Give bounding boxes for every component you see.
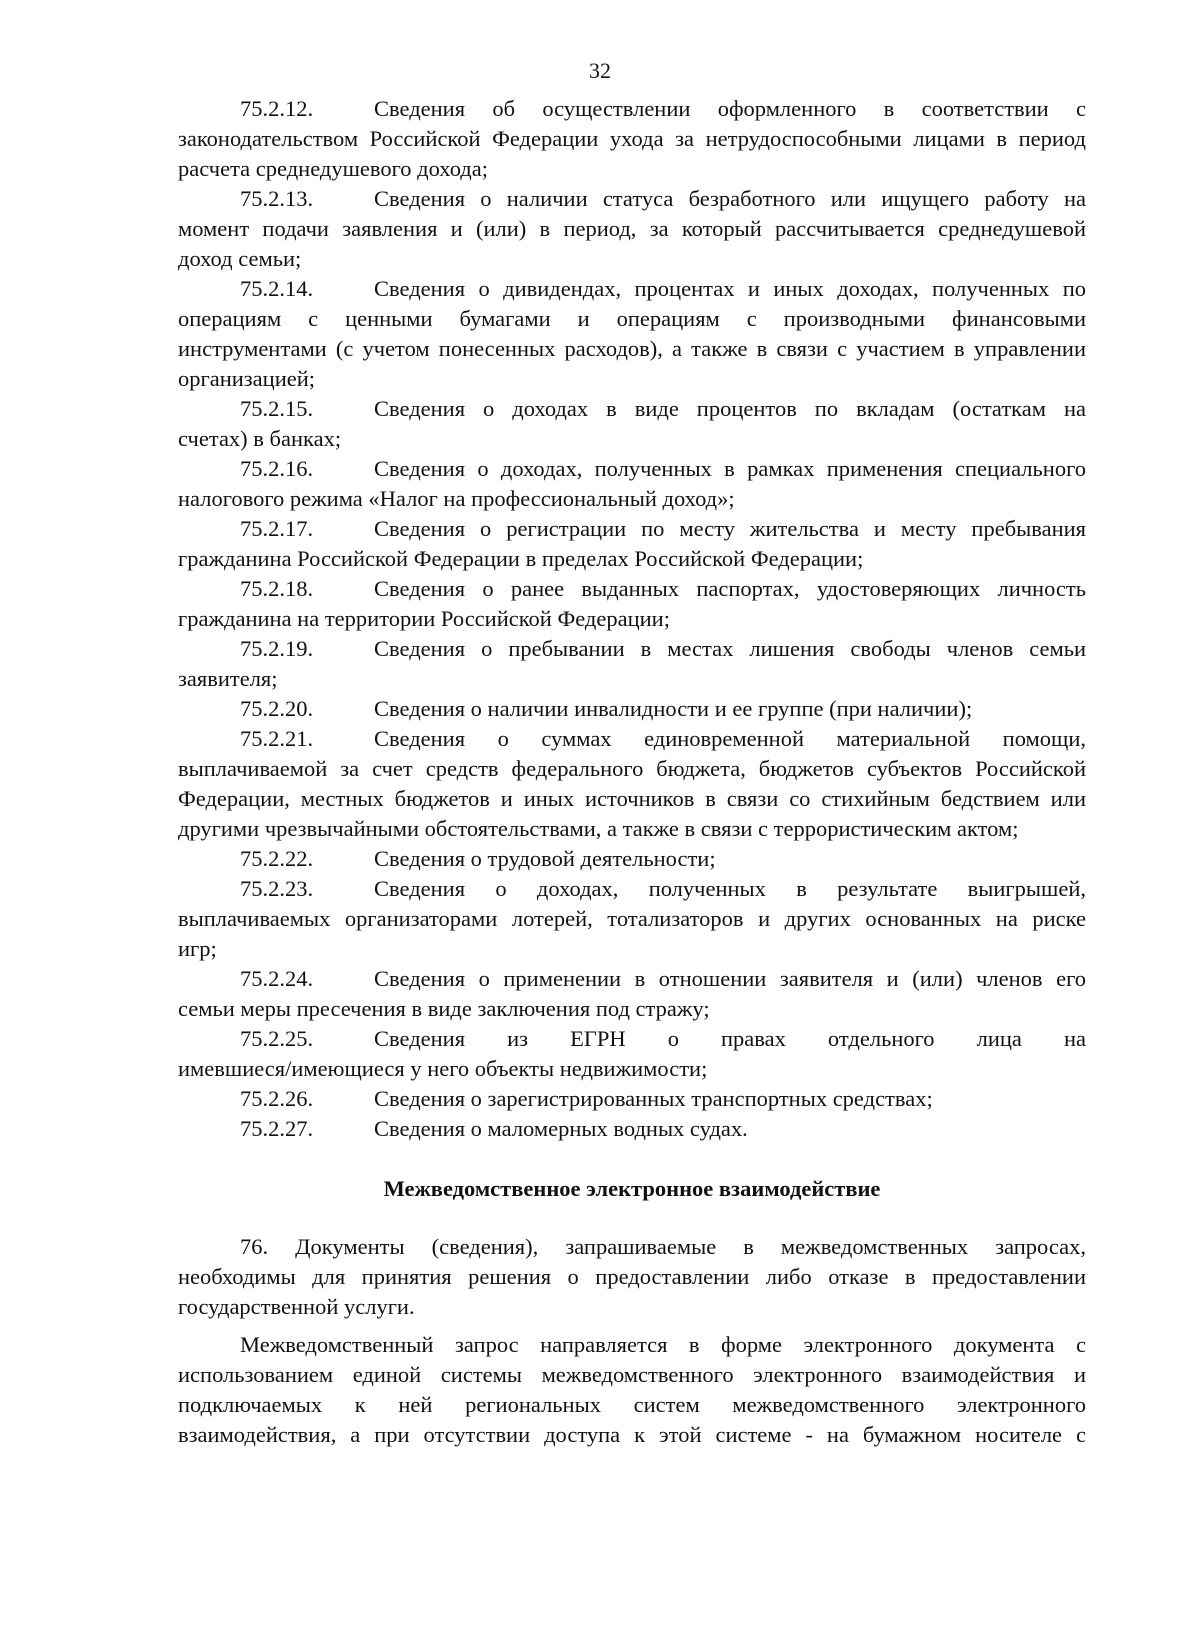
- paragraph-line: необходимы для принятия решения о предоставлении либо отказе в предоставлении: [178, 1264, 1086, 1289]
- paragraph-line: подключаемых к ней региональных систем межведомственного электронного: [178, 1392, 1086, 1417]
- item-text: Сведения о суммах единовременной материальной помощи,: [374, 726, 1086, 751]
- paragraphs: [178, 1232, 1086, 1450]
- list-item: [178, 454, 1086, 514]
- item-text: Сведения об осуществлении оформленного в соответствии с: [374, 96, 1086, 121]
- list-item: [178, 394, 1086, 454]
- item-number: 75.2.13.: [240, 186, 314, 211]
- item-text: налогового режима «Налог на профессиональный доход»;: [178, 486, 735, 511]
- list-item: [178, 634, 1086, 694]
- list-item: [178, 514, 1086, 574]
- list-item: [178, 1114, 1086, 1144]
- list-item: [178, 274, 1086, 394]
- item-number: 75.2.16.: [240, 456, 314, 481]
- item-text: Сведения о дивидендах, процентах и иных доходах, полученных по: [374, 276, 1086, 301]
- item-text: Сведения о доходах, полученных в рамках применения специального: [374, 456, 1086, 481]
- item-text: организацией;: [178, 366, 316, 391]
- item-text: выплачиваемой за счет средств федерального бюджета, бюджетов субъектов Российской: [178, 756, 1086, 781]
- item-text: Федерации, местных бюджетов и иных источников в связи со стихийным бедствием или: [178, 786, 1086, 811]
- item-number: 75.2.18.: [240, 576, 314, 601]
- item-text: Сведения о трудовой деятельности;: [374, 846, 716, 871]
- paragraph-line: использованием единой системы межведомственного электронного взаимодействия и: [178, 1362, 1086, 1387]
- item-text: Сведения о наличии статуса безработного или ищущего работу на: [374, 186, 1086, 211]
- item-number: 75.2.12.: [240, 96, 314, 121]
- item-number: 75.2.22.: [240, 846, 314, 871]
- item-text: Сведения о применении в отношении заявителя и (или) членов его: [374, 966, 1086, 991]
- list-item: [178, 574, 1086, 634]
- item-text: игр;: [178, 936, 217, 961]
- paragraph-line: взаимодействия, а при отсутствии доступа к этой системе - на бумажном носителе с: [178, 1422, 1086, 1447]
- list-item: [178, 694, 1086, 724]
- paragraph-line: Межведомственный запрос направляется в форме электронного документа с: [240, 1332, 1086, 1357]
- paragraph: [178, 1232, 1086, 1322]
- item-number: 75.2.17.: [240, 516, 314, 541]
- list-item: [178, 184, 1086, 274]
- item-text: другими чрезвычайными обстоятельствами, а также в связи с террористическим актом;: [178, 816, 1019, 841]
- item-number: 75.2.19.: [240, 636, 314, 661]
- item-number: 75.2.24.: [240, 966, 314, 991]
- item-text: семьи меры пресечения в виде заключения под стражу;: [178, 996, 710, 1021]
- enumerated-list: [178, 94, 1086, 1144]
- item-number: 75.2.26.: [240, 1086, 314, 1111]
- item-number: 75.2.21.: [240, 726, 314, 751]
- item-text: гражданина Российской Федерации в пределах Российской Федерации;: [178, 546, 864, 571]
- item-text: Сведения о регистрации по месту жительства и месту пребывания: [374, 516, 1086, 541]
- list-item: [178, 964, 1086, 1024]
- item-text: доход семьи;: [178, 246, 302, 271]
- item-number: 75.2.14.: [240, 276, 314, 301]
- item-number: 75.2.25.: [240, 1026, 314, 1051]
- item-text: законодательством Российской Федерации ухода за нетрудоспособными лицами в период: [178, 126, 1086, 151]
- list-item: [178, 844, 1086, 874]
- list-item: [178, 724, 1086, 844]
- item-text: Сведения о пребывании в местах лишения свободы членов семьи: [374, 636, 1086, 661]
- item-text: Сведения о доходах в виде процентов по вкладам (остаткам на: [374, 396, 1086, 421]
- item-text: заявителя;: [178, 666, 278, 691]
- item-text: Сведения из ЕГРН о правах отдельного лица на: [374, 1026, 1086, 1051]
- item-text: выплачиваемых организаторами лотерей, тотализаторов и других основанных на риске: [178, 906, 1086, 931]
- item-number: 75.2.20.: [240, 696, 314, 721]
- item-text: Сведения о доходах, полученных в результате выигрышей,: [374, 876, 1086, 901]
- item-text: имевшиеся/имеющиеся у него объекты недвижимости;: [178, 1056, 708, 1081]
- list-item: [178, 94, 1086, 184]
- item-number: 75.2.27.: [240, 1116, 314, 1141]
- item-text: расчета среднедушевого дохода;: [178, 156, 488, 181]
- section-title: Межведомственное электронное взаимодействие: [383, 1176, 881, 1201]
- page-number: 32: [589, 58, 611, 83]
- paragraph-line: государственной услуги.: [178, 1294, 415, 1319]
- paragraph: [178, 1330, 1086, 1450]
- item-number: 75.2.15.: [240, 396, 314, 421]
- item-number: 75.2.23.: [240, 876, 314, 901]
- item-text: гражданина на территории Российской Федерации;: [178, 606, 670, 631]
- item-text: Сведения о маломерных водных судах.: [374, 1116, 748, 1141]
- item-text: Сведения о зарегистрированных транспортных средствах;: [374, 1086, 933, 1111]
- item-text: Сведения о наличии инвалидности и ее группе (при наличии);: [374, 696, 973, 721]
- list-item: [178, 1084, 1086, 1114]
- item-text: инструментами (с учетом понесенных расходов), а также в связи с участием в управлении: [178, 336, 1086, 361]
- list-item: [178, 874, 1086, 964]
- item-text: Сведения о ранее выданных паспортах, удостоверяющих личность: [374, 576, 1086, 601]
- item-text: момент подачи заявления и (или) в период, за который рассчитывается среднедушевой: [178, 216, 1086, 241]
- list-item: [178, 1024, 1086, 1084]
- item-text: счетах) в банках;: [178, 426, 342, 451]
- item-text: операциям с ценными бумагами и операциям с производными финансовыми: [178, 306, 1086, 331]
- paragraph-line: 76. Документы (сведения), запрашиваемые в межведомственных запросах,: [240, 1234, 1086, 1259]
- document-content: [178, 94, 1086, 1450]
